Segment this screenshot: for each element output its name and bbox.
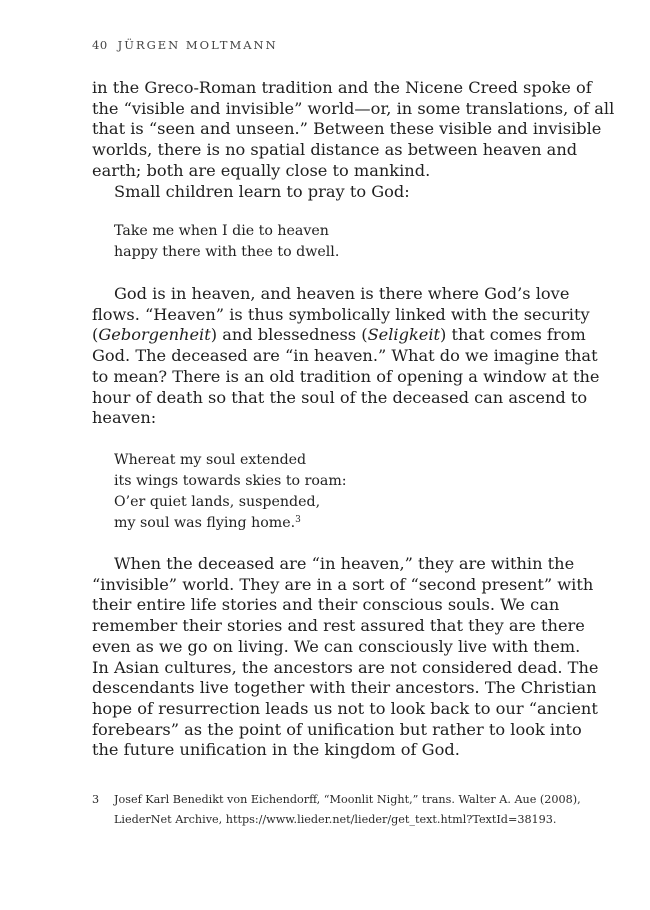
paragraph-heaven <box>92 284 600 429</box>
text-line: God is in heaven, and heaven is there where God’s love <box>114 284 570 303</box>
text-line: Small children learn to pray to God: <box>114 181 410 201</box>
text-line: that is “seen and unseen.” Between these visible and invisible <box>92 119 602 139</box>
text-line: hope of resurrection leads us not to look back to our “ancient <box>92 698 598 718</box>
text-line: in the Greco-Roman tradition and the Nicene Creed spoke of <box>92 78 592 97</box>
text-line: the “visible and invisible” world—or, in some translations, of all <box>92 98 615 118</box>
text-line: remember their stories and rest assured that they are there <box>92 616 585 636</box>
text-line: earth; both are equally close to mankind. <box>92 160 431 180</box>
paragraph-continued <box>92 78 615 202</box>
page-number: 40 <box>92 38 108 52</box>
text-line: heaven: <box>92 408 157 428</box>
verse-line: happy there with thee to dwell. <box>114 244 340 260</box>
verse-line: its wings towards skies to roam: <box>114 473 347 489</box>
verse-line: Whereat my soul extended <box>114 452 307 468</box>
author-name: JÜRGEN MOLTMANN <box>117 38 278 52</box>
verse-block-eichendorff <box>114 450 347 534</box>
text-line: flows. “Heaven” is thus symbolically linked with the security <box>92 304 590 324</box>
footnote-line: Josef Karl Benedikt von Eichendorff, “Moonlit Night,” trans. Walter A. Aue (2008), <box>114 793 581 806</box>
text-line: worlds, there is no spatial distance as between heaven and <box>92 140 578 160</box>
verse-line: O’er quiet lands, suspended, <box>114 494 321 510</box>
text-line: descendants live together with their ancestors. The Christian <box>92 678 597 698</box>
text-line: God. The deceased are “in heaven.” What do we imagine that <box>92 346 598 366</box>
running-head <box>92 38 278 52</box>
text-line: their entire life stories and their conscious souls. We can <box>92 595 560 615</box>
footnote-reference[interactable]: 3 <box>295 515 301 525</box>
text-line: When the deceased are “in heaven,” they are within the <box>114 554 575 573</box>
footnote-line-with-link[interactable]: LiederNet Archive, https://www.lieder.net/lieder/get_text.html?TextId=38193. <box>114 812 557 826</box>
text-line: even as we go on living. We can consciously live with them. <box>92 636 581 656</box>
text-line: to mean? There is an old tradition of opening a window at the <box>92 366 600 386</box>
text-line: forebears” as the point of unification but rather to look into <box>92 719 582 739</box>
text-line: In Asian cultures, the ancestors are not considered dead. The <box>92 657 599 677</box>
text-line: hour of death so that the soul of the deceased can ascend to <box>92 387 588 407</box>
verse-line: my soul was flying home.$^3$ <box>114 515 301 531</box>
verse-line: Take me when I die to heaven <box>114 223 329 239</box>
footnote <box>92 790 581 829</box>
paragraph-invisible-world <box>92 554 599 761</box>
footnote-number: 3 <box>92 793 100 806</box>
text-line: the future unification in the kingdom of God. <box>92 740 460 760</box>
italic-term: Geborgenheit <box>98 325 211 345</box>
verse-block-prayer <box>114 221 339 263</box>
italic-term: Seligkeit <box>367 325 441 345</box>
text-line: “invisible” world. They are in a sort of “second present” with <box>92 574 594 594</box>
text-line: (Geborgenheit) and blessedness (Seligkeit) that comes from <box>92 325 586 345</box>
